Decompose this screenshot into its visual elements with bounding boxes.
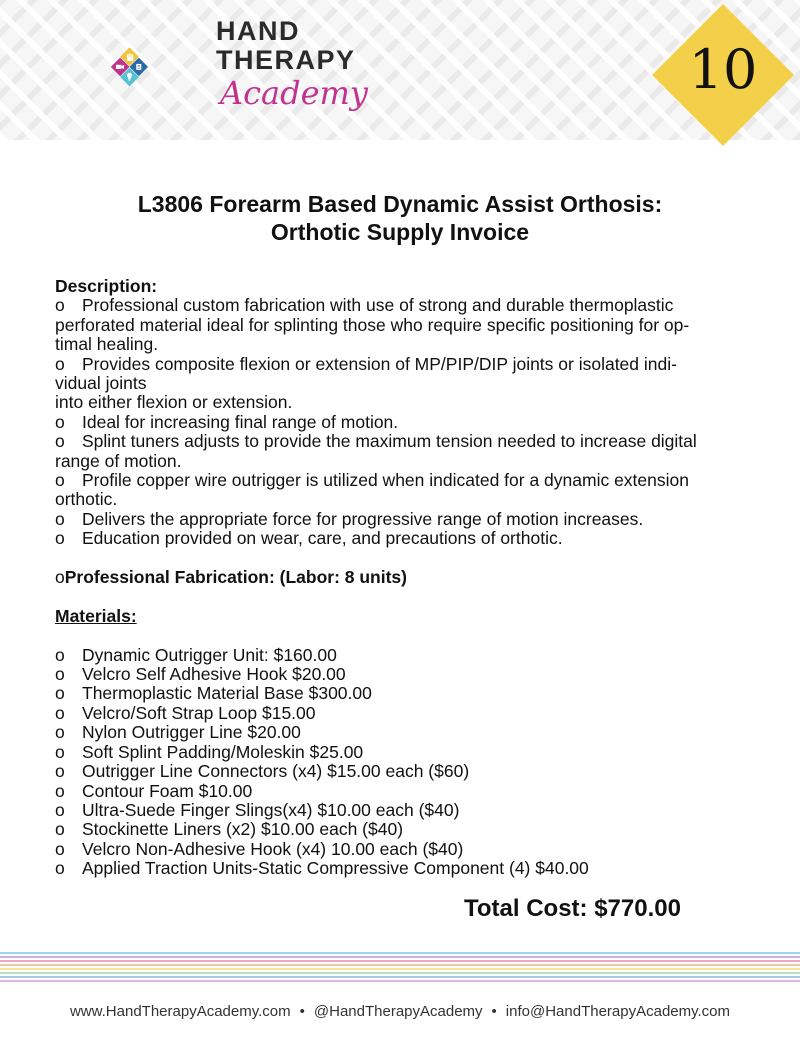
bullet-marker: o [55, 761, 65, 782]
description-text: timal healing. [55, 334, 159, 355]
material-item [55, 782, 755, 801]
material-text: Stockinette Liners (x2) $10.00 each ($40) [82, 819, 404, 840]
logo-line-therapy: THERAPY [216, 45, 356, 75]
material-item [55, 646, 755, 665]
bullet-marker: o [55, 353, 65, 374]
material-text: Velcro/Soft Strap Loop $15.00 [82, 702, 316, 723]
page-header [0, 0, 800, 140]
bullet-marker: o [55, 431, 65, 452]
book-icon [136, 64, 141, 70]
material-text: Contour Foam $10.00 [82, 780, 253, 801]
footer-website: www.HandTherapyAcademy.com [69, 1003, 291, 1020]
bullet-marker: o [55, 741, 65, 762]
video-camera-icon [116, 65, 124, 69]
material-item [55, 704, 755, 723]
material-text: Thermoplastic Material Base $300.00 [82, 683, 372, 704]
total-cost: Total Cost: $770.00 [464, 895, 681, 922]
material-item [55, 820, 755, 839]
footer-separator: • [491, 1003, 497, 1020]
bullet-marker: o [55, 664, 65, 685]
material-text: Ultra-Suede Finger Slings(x4) $10.00 each ($40) [82, 799, 460, 820]
footer-stripe [0, 968, 800, 970]
footer-stripes [0, 952, 800, 986]
description-text: Profile copper wire outrigger is utilized when indicated for a dynamic extension [82, 470, 689, 491]
description-text: Splint tuners adjusts to provide the maximum tension needed to increase digital [82, 431, 697, 452]
material-item [55, 723, 755, 742]
description-line [55, 355, 755, 374]
material-item [55, 665, 755, 684]
material-item [55, 859, 755, 878]
description-line [55, 490, 755, 509]
description-line [55, 296, 755, 315]
materials-list [55, 646, 755, 879]
hand-therapy-academy-logo-mark [110, 14, 220, 124]
bullet-marker: o [55, 683, 65, 704]
page-number-badge [652, 4, 794, 146]
description-text: vidual joints [55, 373, 147, 394]
bullet-marker: o [55, 799, 65, 820]
description-line [55, 393, 755, 412]
description-text: Education provided on wear, care, and precautions of orthotic. [82, 528, 563, 549]
bullet-marker: o [55, 838, 65, 859]
fabrication-marker: o [55, 567, 65, 588]
material-text: Applied Traction Units-Static Compressive Component (4) $40.00 [82, 858, 589, 879]
page-number: 10 [688, 38, 758, 101]
description-line [55, 335, 755, 354]
footer-email: info@HandTherapyAcademy.com [505, 1003, 731, 1020]
description-text: range of motion. [55, 450, 182, 471]
material-item [55, 684, 755, 703]
description-line [55, 413, 755, 432]
footer-stripe [0, 972, 800, 974]
material-item [55, 840, 755, 859]
description-text: perforated material ideal for splinting those who require specific positioning for op- [55, 314, 690, 335]
bullet-marker: o [55, 508, 65, 529]
description-text: Professional custom fabrication with use of strong and durable thermoplastic [82, 295, 674, 316]
description-text: Ideal for increasing final range of motion. [82, 411, 399, 432]
bullet-marker: o [55, 858, 65, 879]
bullet-marker: o [55, 295, 65, 316]
invoice-body [55, 277, 755, 879]
description-line [55, 374, 755, 393]
description-text: orthotic. [55, 489, 118, 510]
material-text: Soft Splint Padding/Moleskin $25.00 [82, 741, 364, 762]
invoice-title: L3806 Forearm Based Dynamic Assist Orthosis: [137, 191, 663, 217]
material-text: Velcro Self Adhesive Hook $20.00 [82, 664, 346, 685]
material-item [55, 762, 755, 781]
bullet-marker: o [55, 528, 65, 549]
material-text: Dynamic Outrigger Unit: $160.00 [82, 644, 337, 665]
footer-stripe [0, 952, 800, 954]
footer-stripe [0, 964, 800, 966]
description-line [55, 471, 755, 490]
material-item [55, 801, 755, 820]
description-heading: Description: [55, 276, 158, 296]
footer-separator: • [299, 1003, 305, 1020]
description-line [55, 432, 755, 451]
material-item [55, 743, 755, 762]
fabrication-line [55, 568, 755, 587]
description-line [55, 510, 755, 529]
footer-stripe [0, 956, 800, 958]
fabrication-text: Professional Fabrication: (Labor: 8 units) [64, 567, 407, 588]
material-text: Outrigger Line Connectors (x4) $15.00 each ($60) [82, 761, 470, 782]
material-text: Velcro Non-Adhesive Hook (x4) 10.00 each ($40) [82, 838, 464, 859]
page-footer [0, 1003, 800, 1020]
description-text: Provides composite flexion or extension of MP/PIP/DIP joints or isolated indi- [82, 353, 677, 374]
bullet-marker: o [55, 470, 65, 491]
logo-line-academy: Academy [220, 74, 368, 112]
description-line [55, 529, 755, 548]
invoice-subtitle: Orthotic Supply Invoice [270, 219, 530, 245]
material-text: Nylon Outrigger Line $20.00 [82, 722, 301, 743]
footer-stripe [0, 976, 800, 978]
footer-stripe [0, 960, 800, 962]
description-line [55, 316, 755, 335]
description-list [55, 296, 755, 548]
description-text: Delivers the appropriate force for progressive range of motion increases. [82, 508, 644, 529]
materials-heading: Materials: [55, 605, 137, 626]
footer-social-handle: @HandTherapyAcademy [313, 1003, 483, 1020]
bullet-marker: o [55, 411, 65, 432]
bullet-marker: o [55, 702, 65, 723]
bullet-marker: o [55, 722, 65, 743]
bullet-marker: o [55, 644, 65, 665]
logo-line-hand: HAND [216, 16, 300, 46]
description-line [55, 452, 755, 471]
description-text: into either flexion or extension. [55, 392, 293, 413]
bullet-marker: o [55, 819, 65, 840]
footer-stripe [0, 980, 800, 982]
bullet-marker: o [55, 780, 65, 801]
